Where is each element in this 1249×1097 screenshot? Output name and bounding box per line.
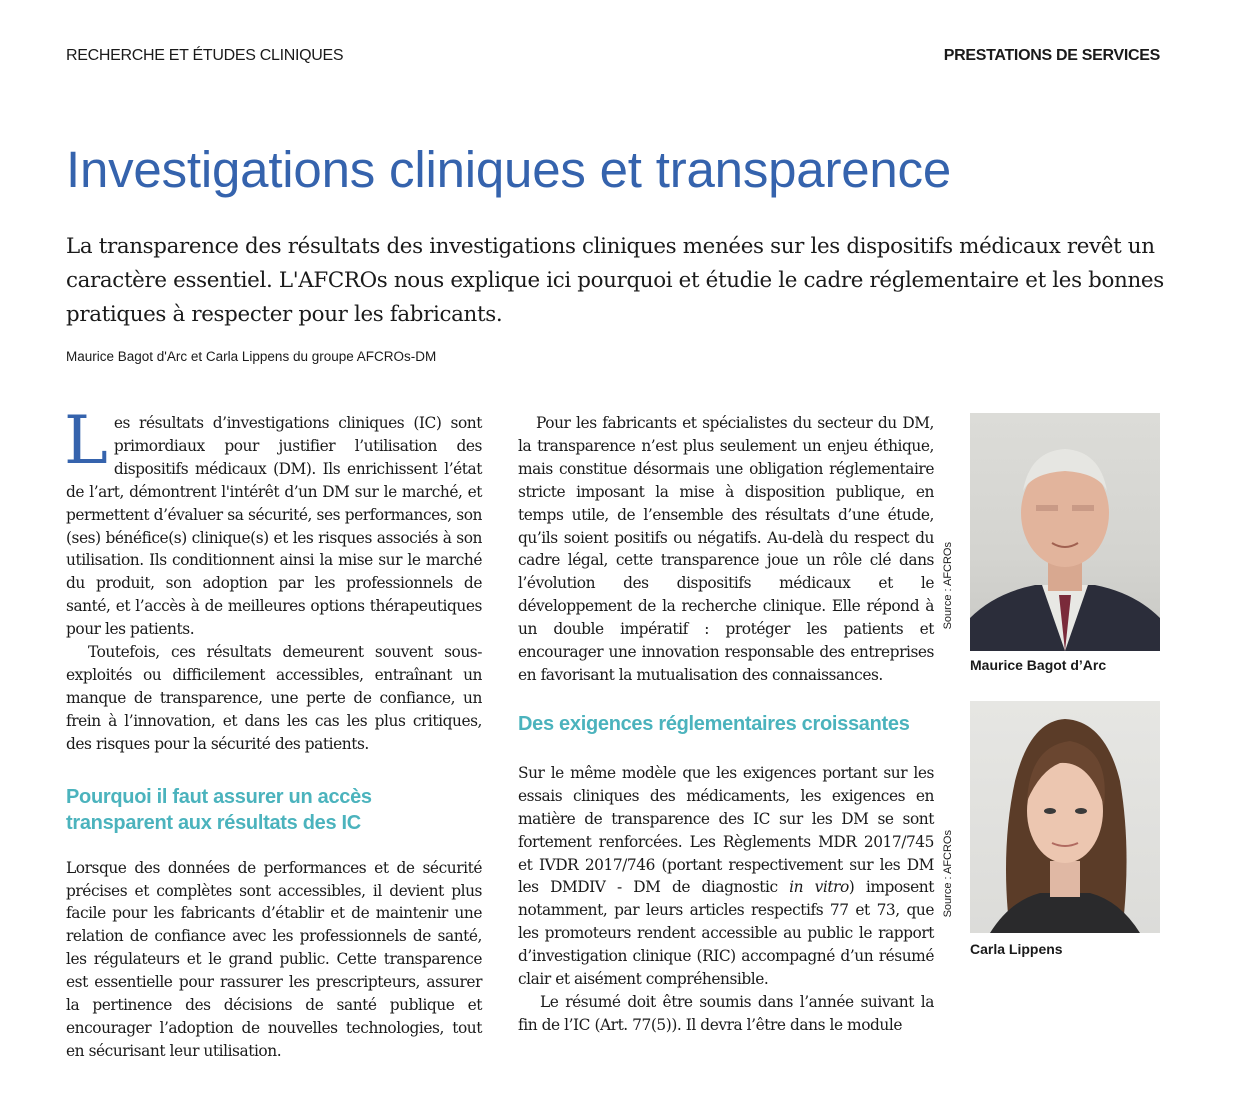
paragraph-regulation (518, 762, 934, 991)
subheading-access: Pourquoi il faut assurer un accès transparent aux résultats des IC (66, 785, 372, 834)
paragraph: Le résumé doit être soumis dans l’année suivant la fin de l’IC (Art. 77(5)). Il devra l’être dans le module (518, 992, 934, 1034)
paragraph: Toutefois, ces résultats demeurent souvent sous-exploités ou difficilement accessibles, entraînant un manque de transparence, une perte de confiance, un frein à l’innovation, et dans les cas les plus critiques, des risques pour la sécurité des patients. (66, 643, 482, 753)
category-label: PRESTATIONS DE SERVICES (943, 47, 1160, 64)
italic-term: in vitro (789, 878, 849, 897)
paragraph-text: ) imposent notamment, par leurs articles respectifs 77 et 73, que les promoteurs rendent accessible au public le rapport d’investigation clinique (RIC) accompagné d’un résumé clair et aisément compréhensible. (518, 878, 934, 989)
paragraph: Lorsque des données de performances et de sécurité précises et complètes sont accessibles, il devient plus facile pour les fabricants d’établir et de maintenir une relation de confiance avec les professionnels de santé, les régulateurs et le grand public. Cette transparence est essentielle pour rassurer les prescripteurs, assurer la pertinence des décisions de santé publique et encourager l’adoption de nouvelles technologies, tout en sécurisant leur utilisation. (66, 858, 482, 1060)
photo-credit: Source : AFCROs (942, 830, 954, 918)
body-column-left (64, 402, 482, 1063)
article-byline: Maurice Bagot d'Arc et Carla Lippens du groupe AFCROs-DM (66, 349, 437, 364)
article-title: Investigations cliniques et transparence (66, 141, 952, 198)
paragraph-intro (64, 402, 482, 641)
paragraph-intro-text: es résultats d’investigations cliniques (IC) sont primordiaux pour justifier l’utilisation des dispositifs médicaux (DM). Ils enrichissent l’état de l’art, démontrent l'intérêt d’un DM sur le marché, et permettent d’évaluer sa sécurité, ses performances, son (ses) bénéfice(s) clinique(s) et les risques associés à son utilisation. Ils conditionnent ainsi la mise sur le marché du produit, son adoption par les professionnels de santé, et l’accès à de meilleures options thérapeutiques pour les patients. (66, 414, 482, 639)
portrait-photo-maurice (970, 413, 1160, 651)
photo-caption: Maurice Bagot d’Arc (970, 657, 1107, 673)
subheading-requirements: Des exigences réglementaires croissantes (518, 712, 910, 735)
body-column-middle (518, 412, 934, 1037)
portrait-photo-carla (970, 701, 1160, 933)
drop-cap: L (64, 402, 108, 479)
photo-credit: Source : AFCROs (942, 542, 954, 630)
paragraph-text: Sur le même modèle que les exigences portant sur les essais cliniques des médicaments, les exigences en matière de transparence des IC sur les DM se sont fortement renforcées. Les Règlements MDR 2017/745 et IVDR 2017/746 (portant respectivement sur les DM les DMDIV - DM de diagnostic (518, 763, 934, 897)
paragraph: Pour les fabricants et spécialistes du secteur du DM, la transparence n’est plus seulement un enjeu éthique, mais constitue désormais une obligation réglementaire stricte imposant la mise à disposition publique, en temps utile, de l’ensemble des résultats d’une étude, qu’ils soient positifs ou négatifs. Au-delà du respect du cadre légal, cette transparence joue un rôle clé dans l’évolution des dispositifs médicaux et le développement de la recherche clinique. Elle répond à un double impératif : protéger les patients et encourager une innovation responsable des entreprises en favorisant la mutualisation des connaissances. (518, 414, 934, 684)
section-label: RECHERCHE ET ÉTUDES CLINIQUES (66, 47, 344, 64)
photo-caption: Carla Lippens (970, 941, 1063, 957)
article-lead: La transparence des résultats des investigations cliniques menées sur les dispositifs médicaux revêt un caractère essentiel. L'AFCROs nous explique ici pourquoi et étudie le cadre réglementaire et les bonnes pratiques à respecter pour les fabricants. (66, 234, 1164, 327)
